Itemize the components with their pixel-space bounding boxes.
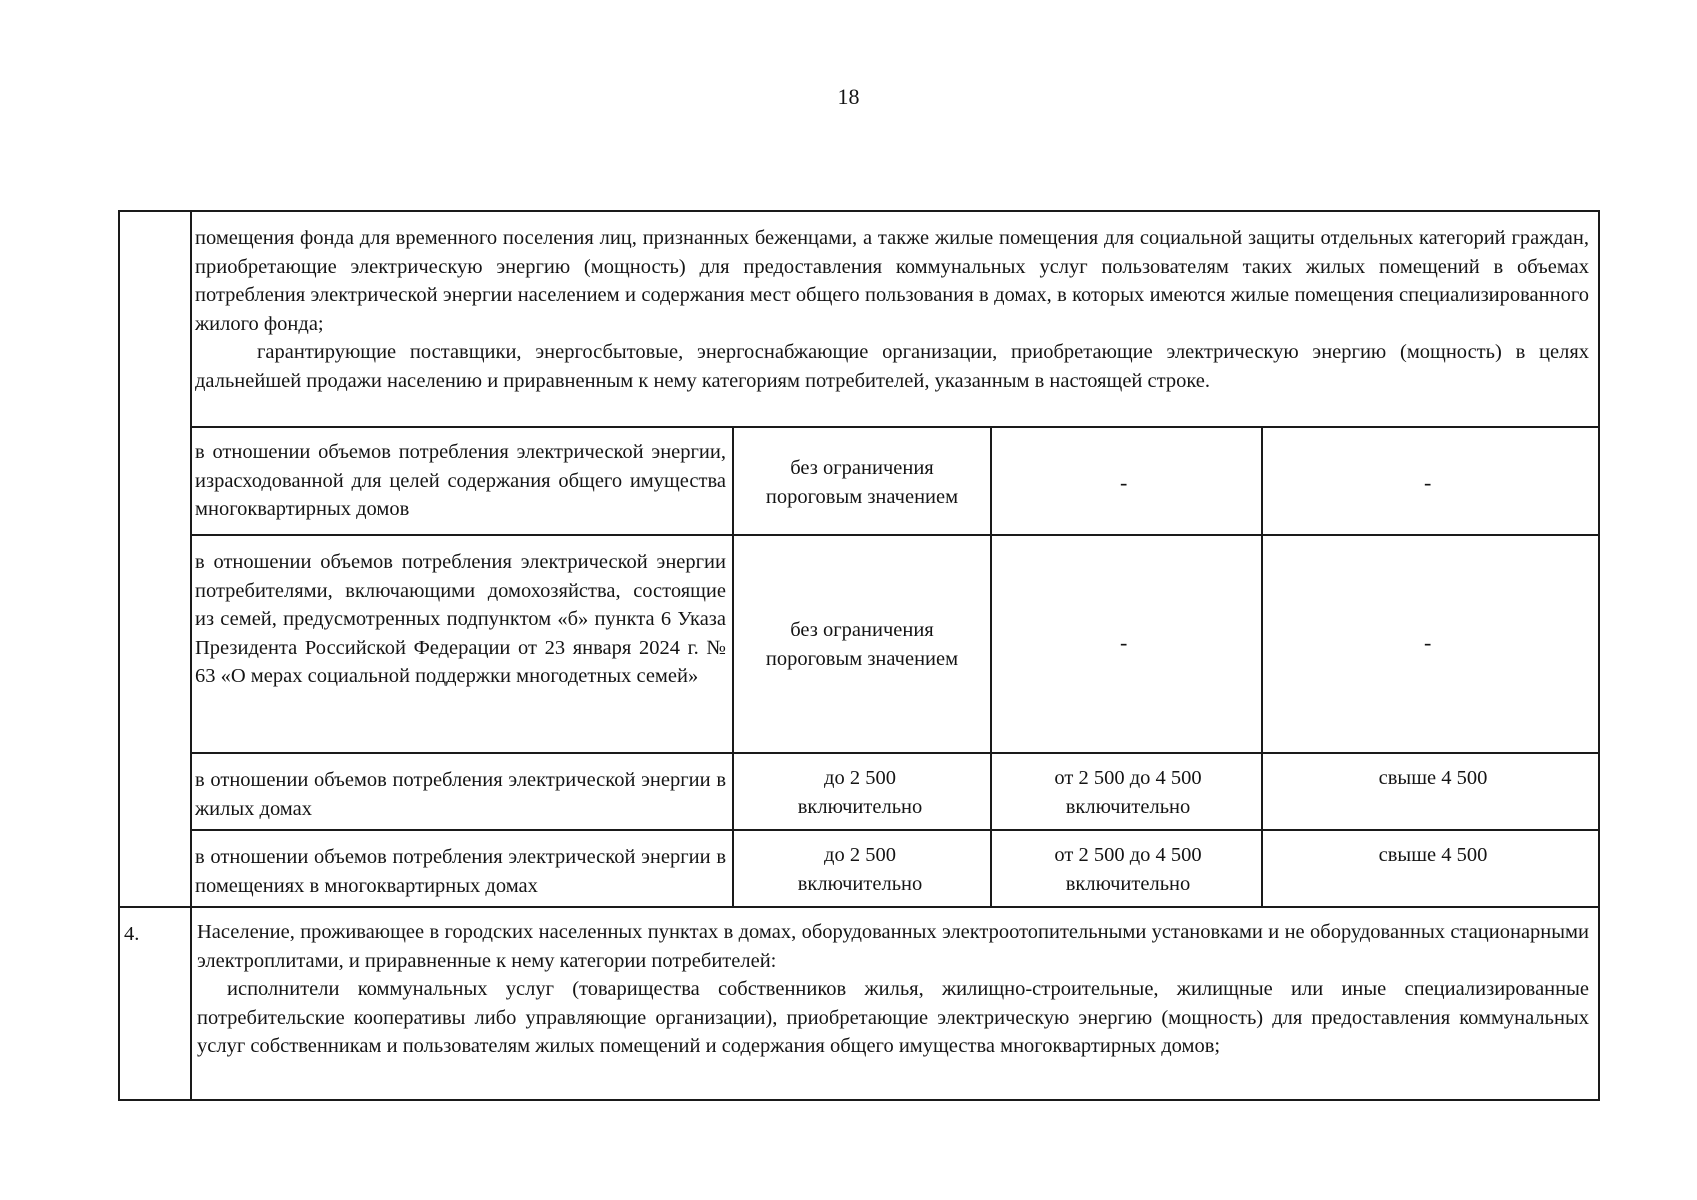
range-between-thresholds: от 2 500 до 4 500 включительно (1054, 767, 1202, 818)
column-divider (990, 426, 992, 908)
range-up-to-first-threshold: без ограничения пороговым значением (765, 457, 959, 508)
section-4-paragraph-1: Население, проживающее в городских населенных пунктах в домах, оборудованных электроотопительными установками и не оборудованных стационарными электроплитами, и приравненные к нему категории потребителей: (197, 921, 1589, 972)
number-column-divider (190, 210, 192, 1101)
row-divider (190, 534, 1600, 536)
range-up-to-first-threshold: до 2 500 включительно (797, 844, 923, 895)
table-border-top (118, 210, 1600, 212)
range-above-threshold: - (1424, 470, 1432, 495)
continuation-text (195, 224, 1589, 395)
continuation-paragraph-1: помещения фонда для временного поселения лиц, признанных беженцами, а также жилые помещения для социальной защиты отдельных категорий граждан, приобретающие электрическую энергию (мощность) для предоставления коммунальных услуг пользователям таких жилых помещений в объемах потребления электрической энергии населением и содержания мест общего пользования в домах, в которых имеются жилые помещения специализированного жилого фонда; (195, 227, 1589, 335)
range-up-to-first-threshold: без ограничения пороговым значением (765, 619, 959, 670)
row-description: в отношении объемов потребления электрической энергии, израсходованной для целей содержания общего имущества многоквартирных домов (195, 441, 726, 520)
range-above-threshold: свыше 4 500 (1378, 767, 1488, 789)
range-between-thresholds: - (1120, 470, 1128, 495)
page-number: 18 (837, 84, 860, 109)
column-divider (732, 426, 734, 908)
table-border-left (118, 210, 120, 1101)
row-description: в отношении объемов потребления электрической энергии в жилых домах (195, 769, 726, 820)
row-description: в отношении объемов потребления электрической энергии в помещениях в многоквартирных домах (195, 846, 726, 897)
column-divider (1261, 426, 1263, 908)
range-up-to-first-threshold: до 2 500 включительно (797, 767, 923, 818)
continuation-paragraph-2: гарантирующие поставщики, энергосбытовые, энергоснабжающие организации, приобретающие электрическую энергию (мощность) в целях дальнейшей продажи населению и приравненным к нему категориям потребителей, указанным в настоящей строке. (195, 341, 1589, 392)
row-description: в отношении объемов потребления электрической энергии потребителями, включающими домохозяйства, состоящие из семей, предусмотренных подпунктом «б» пункта 6 Указа Президента Российской Федерации от 23 января 2024 г. № 63 «О мерах социальной поддержки многодетных семей» (195, 551, 726, 687)
range-above-threshold: - (1424, 630, 1432, 655)
row-divider (190, 752, 1600, 754)
range-between-thresholds: - (1120, 630, 1128, 655)
section-number: 4. (124, 923, 140, 945)
table-border-bottom (118, 1099, 1600, 1101)
row-divider (190, 829, 1600, 831)
row-divider (190, 426, 1600, 428)
section-4-text (197, 918, 1589, 1061)
row-divider (118, 906, 1600, 908)
section-4-paragraph-2: исполнители коммунальных услуг (товарищества собственников жилья, жилищно-строительные, жилищные или иные специализированные потребительские кооперативы либо управляющие организации), приобретающие электрическую энергию (мощность) для предоставления коммунальных услуг собственникам и пользователям жилых помещений и содержания общего имущества многоквартирных домов; (197, 978, 1589, 1057)
table-border-right (1598, 210, 1600, 1101)
range-between-thresholds: от 2 500 до 4 500 включительно (1054, 844, 1202, 895)
range-above-threshold: свыше 4 500 (1378, 844, 1488, 866)
